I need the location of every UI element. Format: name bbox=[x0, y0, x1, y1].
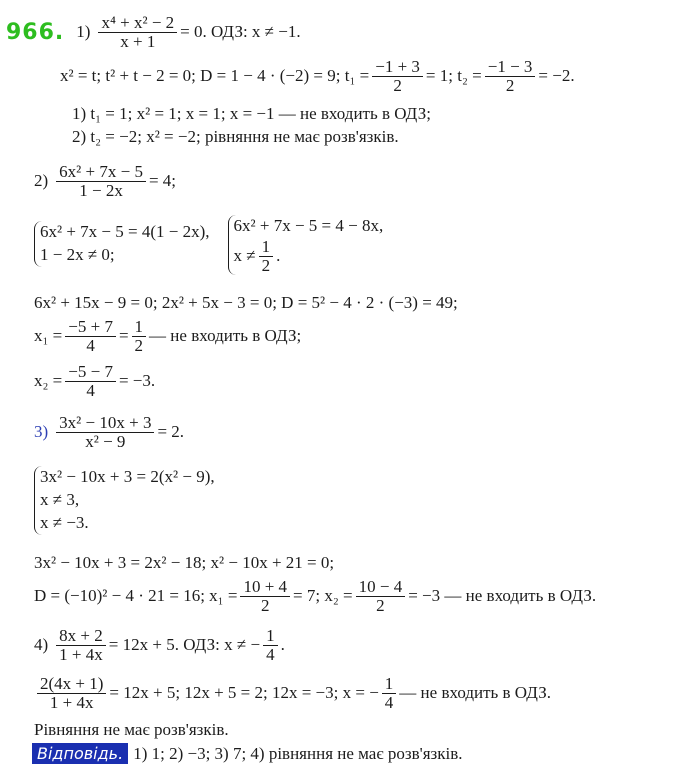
part-2-equation: 2) $\frac{\text{6x² + 7x − 5}}{1 - 2x}$ = 4; bbox=[34, 162, 177, 200]
part-2-root-1: x₁ = $\frac{-5 + 7}{4}$ = $\frac{1}{2}$ — не входить в ОДЗ; bbox=[34, 317, 302, 355]
part-2-label: 2) bbox=[34, 171, 49, 191]
part-3-equation: 3) $\frac{\text{3x² − 10x + 3}}{\text{x² − 9}}$ = 2. bbox=[34, 413, 185, 451]
part-3-roots: D = (−10)² − 4 · 21 = 16; x₁ = $\frac{10 + 4}{2}$ = 7; x₂ = $\frac{10 - 4}{2}$ = −3 — не входить в ОДЗ. bbox=[34, 577, 597, 615]
t2-fraction: $\frac{-1 - 3}{2}$ bbox=[485, 58, 536, 95]
part-1-label: 1) bbox=[76, 22, 91, 42]
part-1-fraction: $\frac{\text{x⁴ + x² − 2}}{x + 1}$ bbox=[98, 14, 177, 51]
part-2-fraction: $\frac{\text{6x² + 7x − 5}}{1 - 2x}$ bbox=[56, 163, 146, 200]
part-3-fraction: $\frac{\text{3x² − 10x + 3}}{\text{x² − 9}}$ bbox=[56, 414, 154, 451]
part-4-equation: 4) $\frac{8x + 2}{1 + 4x}$ = 12x + 5. ОДЗ: x ≠ − $\frac{1}{4}$ . bbox=[34, 626, 285, 664]
part-2-systems bbox=[34, 215, 387, 275]
part-2-root-2: x₂ = $\frac{-5 - 7}{4}$ = −3. bbox=[34, 362, 156, 400]
part-4-solution: $\frac{2(4x + 1)}{1 + 4x}$ = 12x + 5; 12x + 5 = 2; 12x = −3; x = − $\frac{1}{4}$ — не входить в ОДЗ. bbox=[34, 675, 551, 712]
part-1-case-2: 2) t₂ = −2; x² = −2; рівняння не має розв'язків. bbox=[72, 127, 399, 146]
answer-text: 1) 1; 2) −3; 3) 7; 4) рівняння не має розв'язків. bbox=[133, 743, 463, 763]
part-2-system-a: 6x² + 7x − 5 = 4(1 − 2x), 1 − 2x ≠ 0; bbox=[34, 221, 210, 267]
part-2-quadratic: 6x² + 15x − 9 = 0; 2x² + 5x − 3 = 0; D = 5² − 4 · 2 · (−3) = 49; bbox=[34, 293, 458, 312]
part-4-fraction: $\frac{8x + 2}{1 + 4x}$ bbox=[56, 627, 106, 664]
answer-line bbox=[32, 743, 463, 764]
part-3-quadratic: 3x² − 10x + 3 = 2x² − 18; x² − 10x + 21 = 0; bbox=[34, 553, 335, 572]
part-4-label: 4) bbox=[34, 635, 49, 655]
part-1-substitution: x² = t; t² + t − 2 = 0; D = 1 − 4 · (−2) = 9; t₁ = $\frac{-1 + 3}{2}$ = 1; t₂ = $\frac{-1 - 3}{2}$ = −2. bbox=[60, 57, 575, 95]
part-3-system: 3x² − 10x + 3 = 2(x² − 9), x ≠ 3, x ≠ −3. bbox=[34, 466, 219, 535]
part-1-condition: = 0. ОДЗ: x ≠ −1. bbox=[180, 22, 301, 42]
part-3-label: 3) bbox=[34, 422, 49, 442]
problem-1-equation bbox=[6, 14, 301, 51]
part-1-case-1: 1) t₁ = 1; x² = 1; x = 1; x = −1 — не входить в ОДЗ; bbox=[72, 104, 431, 123]
problem-number: 966. bbox=[6, 19, 65, 45]
t1-fraction: $\frac{-1 + 3}{2}$ bbox=[372, 58, 423, 95]
part-2-system-b: 6x² + 7x − 5 = 4 − 8x, x ≠ $\frac{1}{2}$ . bbox=[228, 215, 384, 275]
answer-label: Відповідь. bbox=[32, 743, 128, 764]
part-4-no-solutions: Рівняння не має розв'язків. bbox=[34, 720, 229, 739]
system-b-fraction: $\frac{1}{2}$ bbox=[259, 238, 274, 275]
